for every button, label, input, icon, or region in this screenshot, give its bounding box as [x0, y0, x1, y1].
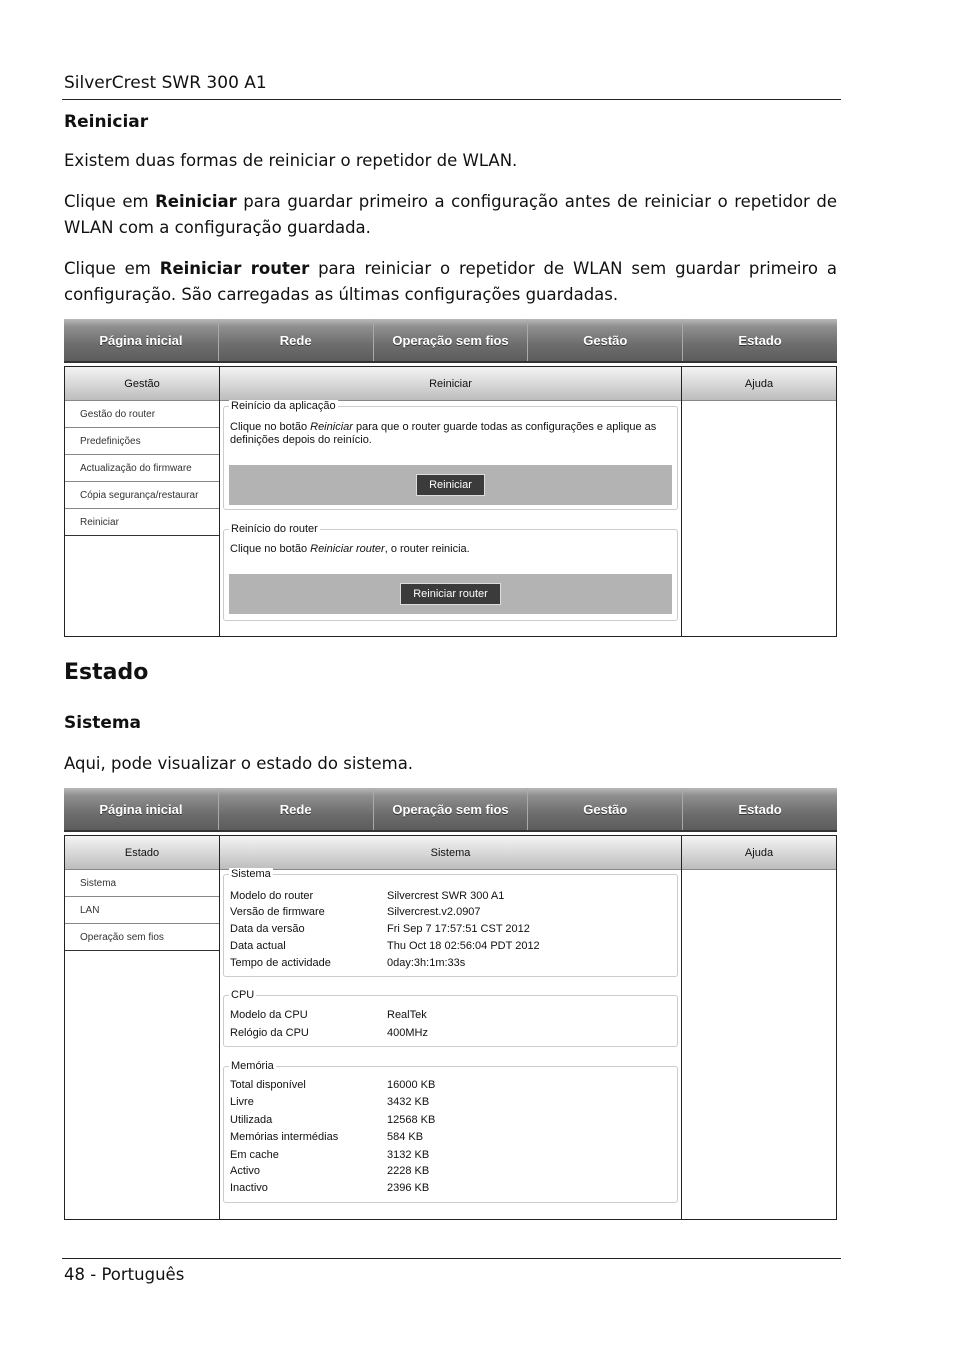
sidebar-item-gestao-do-router[interactable]: Gestão do router: [65, 401, 219, 428]
fieldset-legend: CPU: [231, 989, 255, 1001]
help-panel: [681, 366, 837, 637]
footer-rule: [62, 1258, 841, 1259]
reiniciar-button[interactable]: Reiniciar: [416, 474, 485, 496]
fieldset-cpu: [223, 989, 678, 1047]
paragraph-estado: Aqui, pode visualizar o estado do sistema.: [64, 754, 414, 773]
info-row: Tempo de actividade 0day:3h:1m:33s: [230, 957, 466, 969]
info-row: Total disponível 16000 KB: [230, 1079, 436, 1091]
fieldset-legend: Sistema: [231, 868, 271, 880]
sidebar-header: Gestão: [65, 367, 219, 401]
tab-gestao[interactable]: Gestão: [528, 319, 683, 361]
tab-operacao-sem-fios[interactable]: Operação sem fios: [374, 319, 529, 361]
fieldset-legend: Memória: [231, 1060, 274, 1072]
info-row: Memórias intermédias 584 KB: [230, 1131, 424, 1143]
sidebar-item-reiniciar[interactable]: Reiniciar: [65, 509, 219, 536]
info-row: Relógio da CPU 400MHz: [230, 1027, 428, 1039]
fieldset-description: Clique no botão Reiniciar para que o router guarde todas as configurações e aplique as definições depois do reinício.: [230, 421, 657, 446]
top-navigation: [64, 319, 837, 363]
tab-estado[interactable]: Estado: [738, 801, 782, 817]
info-row: Em cache 3132 KB: [230, 1149, 430, 1161]
info-row: Data da versão Fri Sep 7 17:57:51 CST 2012: [230, 923, 530, 935]
main-panel: [219, 835, 682, 1220]
paragraph-reiniciar: Clique em Reiniciar para guardar primeiro a configuração antes de reiniciar o repetidor de WLAN com a configuração guardada.: [64, 192, 837, 237]
fieldset-description: Clique no botão Reiniciar router, o router reinicia.: [230, 543, 470, 555]
help-panel-header: Ajuda: [682, 367, 836, 401]
tab-pagina-inicial[interactable]: Página inicial: [64, 788, 219, 830]
info-row: Modelo do router Silvercrest SWR 300 A1: [230, 890, 505, 902]
tab-estado[interactable]: Estado: [738, 332, 782, 348]
info-row: Modelo da CPU RealTek: [230, 1009, 427, 1021]
info-row: Activo 2228 KB: [230, 1165, 430, 1177]
button-bar: [229, 465, 672, 505]
sidebar: [64, 835, 220, 1220]
tab-pagina-inicial[interactable]: Página inicial: [64, 319, 219, 361]
paragraph-intro: Existem duas formas de reiniciar o repetidor de WLAN.: [64, 151, 518, 170]
router-ui-reiniciar: [64, 319, 837, 636]
button-bar: [229, 574, 672, 614]
info-row: Versão de firmware Silvercrest.v2.0907: [230, 906, 481, 918]
reiniciar-router-button[interactable]: Reiniciar router: [400, 583, 501, 605]
section-heading-sistema: Sistema: [64, 713, 142, 733]
fieldset-reinicio-aplicacao: [223, 400, 678, 510]
tab-gestao[interactable]: Gestão: [528, 788, 683, 830]
main-panel-header: Reiniciar: [220, 367, 681, 401]
paragraph-reiniciar-router: Clique em Reiniciar router para reiniciar o repetidor de WLAN sem guardar primeiro a configuração. São carregadas as últimas configurações guardadas.: [64, 259, 837, 304]
tab-operacao-sem-fios[interactable]: Operação sem fios: [374, 788, 529, 830]
sidebar-item-sistema[interactable]: Sistema: [65, 870, 219, 897]
info-row: Livre 3432 KB: [230, 1096, 430, 1108]
section-heading-reiniciar: Reiniciar: [64, 112, 149, 132]
fieldset-sistema: [223, 868, 678, 977]
info-row: Inactivo 2396 KB: [230, 1182, 430, 1194]
main-panel-header: Sistema: [220, 836, 681, 870]
fieldset-legend: Reinício do router: [231, 523, 318, 535]
sidebar-item-copia-seguranca[interactable]: Cópia segurança/restaurar: [65, 482, 219, 509]
sidebar-item-lan[interactable]: LAN: [65, 897, 219, 924]
sidebar-item-operacao-sem-fios[interactable]: Operação sem fios: [65, 924, 219, 951]
fieldset-legend: Reinício da aplicação: [231, 400, 336, 412]
page-footer: 48 - Português: [64, 1265, 185, 1284]
fieldset-reinicio-router: [223, 523, 678, 621]
sidebar-item-predefinicoes[interactable]: Predefinições: [65, 428, 219, 455]
tab-rede[interactable]: Rede: [219, 319, 374, 361]
router-ui-estado: [64, 788, 837, 1219]
info-row: Utilizada 12568 KB: [230, 1114, 436, 1126]
sidebar-header: Estado: [65, 836, 219, 870]
top-navigation: [64, 788, 837, 832]
help-panel: [681, 835, 837, 1220]
tab-rede[interactable]: Rede: [219, 788, 374, 830]
section-heading-estado: Estado: [64, 660, 149, 685]
fieldset-memoria: [223, 1060, 678, 1203]
document-header-title: SilverCrest SWR 300 A1: [64, 73, 267, 93]
main-panel: [219, 366, 682, 637]
sidebar-item-actualizacao-firmware[interactable]: Actualização do firmware: [65, 455, 219, 482]
header-rule: [62, 99, 841, 100]
sidebar: [64, 366, 220, 637]
info-row: Data actual Thu Oct 18 02:56:04 PDT 2012: [230, 940, 540, 952]
help-panel-header: Ajuda: [682, 836, 836, 870]
